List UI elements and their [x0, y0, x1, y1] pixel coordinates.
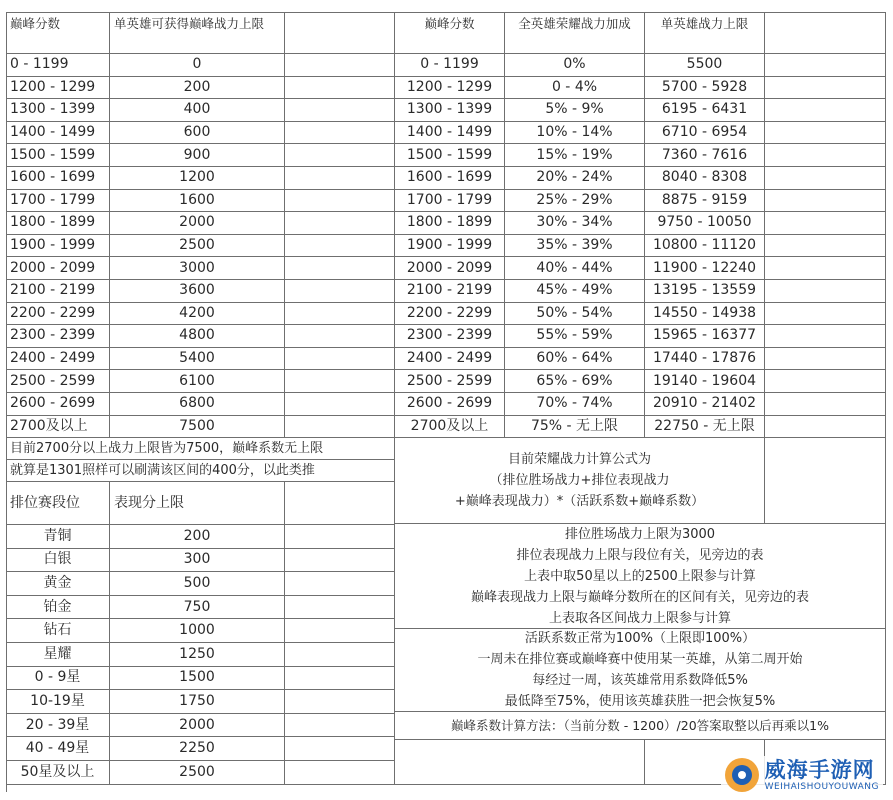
- left-header-score: 巅峰分数: [6, 12, 110, 54]
- empty-cell: [765, 122, 886, 145]
- left-cap-cell: 3000: [110, 257, 285, 280]
- left-score-cell: 1500 - 1599: [6, 144, 110, 167]
- empty-cell: [285, 619, 395, 643]
- right-score-cell: 2400 - 2499: [395, 348, 505, 371]
- empty-cell: [765, 438, 886, 524]
- formula-line: （排位胜场战力+排位表现战力: [489, 473, 670, 489]
- left-score-cell: 2700及以上: [6, 416, 110, 439]
- right-cap-cell: 19140 - 19604: [645, 370, 765, 393]
- left-cap-cell: 7500: [110, 416, 285, 439]
- empty-cell: [765, 99, 886, 122]
- right-bonus-cell: 20% - 24%: [505, 167, 645, 190]
- left-cap-cell: 3600: [110, 280, 285, 303]
- right-cap-cell: 13195 - 13559: [645, 280, 765, 303]
- empty-cell: [285, 416, 395, 439]
- empty-cell: [285, 761, 395, 785]
- empty-cell: [765, 280, 886, 303]
- rank-tier-cell: 钻石: [6, 619, 110, 643]
- right-cap-cell: 6195 - 6431: [645, 99, 765, 122]
- left-score-cell: 2500 - 2599: [6, 370, 110, 393]
- left-score-cell: 1400 - 1499: [6, 122, 110, 145]
- right-score-cell: 1200 - 1299: [395, 77, 505, 100]
- left-cap-cell: 6100: [110, 370, 285, 393]
- rank-tier-cell: 铂金: [6, 596, 110, 620]
- rank-cap-cell: 1500: [110, 667, 285, 691]
- empty-cell: [765, 416, 886, 439]
- right-cap-cell: 11900 - 12240: [645, 257, 765, 280]
- left-score-cell: 1300 - 1399: [6, 99, 110, 122]
- left-score-cell: 1200 - 1299: [6, 77, 110, 100]
- right-cap-cell: 17440 - 17876: [645, 348, 765, 371]
- rank-tier-cell: 50星及以上: [6, 761, 110, 785]
- empty-cell: [765, 144, 886, 167]
- empty-cell: [285, 737, 395, 761]
- right-cap-cell: 5700 - 5928: [645, 77, 765, 100]
- empty-cell: [765, 303, 886, 326]
- right-score-cell: 2500 - 2599: [395, 370, 505, 393]
- rank-note-line: 上表取各区间战力上限参与计算: [548, 610, 731, 626]
- empty-cell: [285, 714, 395, 738]
- empty-cell: [765, 348, 886, 371]
- empty-cell: [395, 740, 645, 785]
- empty-cell: [765, 12, 886, 54]
- empty-cell: [285, 549, 395, 573]
- rank-tier-cell: 40 - 49星: [6, 737, 110, 761]
- empty-cell: [285, 167, 395, 190]
- empty-cell: [285, 482, 395, 525]
- left-note-1: 目前2700分以上战力上限皆为7500，巅峰系数无上限: [6, 438, 395, 460]
- empty-cell: [285, 212, 395, 235]
- left-note-2: 就算是1301照样可以刷满该区间的400分，以此类推: [6, 460, 395, 482]
- right-bonus-cell: 65% - 69%: [505, 370, 645, 393]
- right-score-cell: 1500 - 1599: [395, 144, 505, 167]
- left-score-cell: 0 - 1199: [6, 54, 110, 77]
- empty-cell: [285, 525, 395, 549]
- right-cap-cell: 8875 - 9159: [645, 190, 765, 213]
- empty-cell: [285, 12, 395, 54]
- right-score-cell: 1800 - 1899: [395, 212, 505, 235]
- right-bonus-cell: 40% - 44%: [505, 257, 645, 280]
- empty-cell: [765, 235, 886, 258]
- right-header-cap: 单英雄战力上限: [645, 12, 765, 54]
- empty-cell: [285, 325, 395, 348]
- rank-tier-cell: 黄金: [6, 572, 110, 596]
- right-bonus-cell: 10% - 14%: [505, 122, 645, 145]
- empty-cell: [285, 303, 395, 326]
- right-score-cell: 1300 - 1399: [395, 99, 505, 122]
- right-score-cell: 2200 - 2299: [395, 303, 505, 326]
- empty-cell: [285, 667, 395, 691]
- rank-cap-cell: 1750: [110, 690, 285, 714]
- right-score-cell: 2100 - 2199: [395, 280, 505, 303]
- right-bonus-cell: 70% - 74%: [505, 393, 645, 416]
- right-bonus-cell: 75% - 无上限: [505, 416, 645, 439]
- right-score-cell: 2000 - 2099: [395, 257, 505, 280]
- right-bonus-cell: 55% - 59%: [505, 325, 645, 348]
- empty-cell: [765, 190, 886, 213]
- activity-note-line: 活跃系数正常为100%（上限即100%）: [524, 631, 756, 646]
- left-score-cell: 1700 - 1799: [6, 190, 110, 213]
- empty-cell: [765, 393, 886, 416]
- right-score-cell: 2600 - 2699: [395, 393, 505, 416]
- empty-cell: [285, 596, 395, 620]
- empty-cell: [285, 54, 395, 77]
- activity-notes-block: [395, 629, 886, 712]
- right-bonus-cell: 35% - 39%: [505, 235, 645, 258]
- rank-note-line: 上表中取50星以上的2500上限参与计算: [524, 568, 756, 584]
- right-bonus-cell: 0%: [505, 54, 645, 77]
- left-cap-cell: 400: [110, 99, 285, 122]
- rank-tier-cell: 0 - 9星: [6, 667, 110, 691]
- right-score-cell: 1600 - 1699: [395, 167, 505, 190]
- activity-note-line: 每经过一周，该英雄常用系数降低5%: [532, 673, 748, 688]
- right-cap-cell: 5500: [645, 54, 765, 77]
- empty-cell: [285, 235, 395, 258]
- right-score-cell: 0 - 1199: [395, 54, 505, 77]
- left-score-cell: 2100 - 2199: [6, 280, 110, 303]
- right-bonus-cell: 5% - 9%: [505, 99, 645, 122]
- rank-header-cap: 表现分上限: [110, 482, 285, 525]
- right-header-bonus: 全英雄荣耀战力加成: [505, 12, 645, 54]
- empty-cell: [285, 144, 395, 167]
- empty-cell: [765, 212, 886, 235]
- left-score-cell: 1800 - 1899: [6, 212, 110, 235]
- right-bonus-cell: 50% - 54%: [505, 303, 645, 326]
- rank-tier-cell: 青铜: [6, 525, 110, 549]
- formula-line: 目前荣耀战力计算公式为: [507, 452, 651, 468]
- right-bonus-cell: 0 - 4%: [505, 77, 645, 100]
- right-bonus-cell: 25% - 29%: [505, 190, 645, 213]
- left-cap-cell: 1200: [110, 167, 285, 190]
- right-header-score: 巅峰分数: [395, 12, 505, 54]
- rank-header-tier: 排位赛段位: [6, 482, 110, 525]
- left-score-cell: 2300 - 2399: [6, 325, 110, 348]
- rank-note-line: 排位表现战力上限与段位有关，见旁边的表: [516, 547, 764, 563]
- empty-cell: [285, 99, 395, 122]
- rank-notes-block: [395, 524, 886, 629]
- left-score-cell: 2200 - 2299: [6, 303, 110, 326]
- rank-tier-cell: 10-19星: [6, 690, 110, 714]
- watermark: [721, 756, 883, 794]
- empty-cell: [765, 167, 886, 190]
- rank-cap-cell: 750: [110, 596, 285, 620]
- rank-cap-cell: 2000: [110, 714, 285, 738]
- empty-cell: [285, 643, 395, 667]
- left-cap-cell: 4200: [110, 303, 285, 326]
- rank-cap-cell: 300: [110, 549, 285, 573]
- empty-cell: [765, 77, 886, 100]
- empty-cell: [765, 325, 886, 348]
- left-cap-cell: 6800: [110, 393, 285, 416]
- rank-cap-cell: 200: [110, 525, 285, 549]
- empty-cell: [765, 257, 886, 280]
- left-score-cell: 1900 - 1999: [6, 235, 110, 258]
- right-cap-cell: 6710 - 6954: [645, 122, 765, 145]
- left-cap-cell: 200: [110, 77, 285, 100]
- right-bonus-cell: 30% - 34%: [505, 212, 645, 235]
- empty-cell: [285, 190, 395, 213]
- empty-cell: [285, 370, 395, 393]
- left-cap-cell: 5400: [110, 348, 285, 371]
- right-cap-cell: 20910 - 21402: [645, 393, 765, 416]
- watermark-en: WEIHAISHOUYOUWANG: [764, 782, 879, 792]
- right-score-cell: 2300 - 2399: [395, 325, 505, 348]
- right-score-cell: 1900 - 1999: [395, 235, 505, 258]
- left-score-cell: 1600 - 1699: [6, 167, 110, 190]
- left-score-cell: 2400 - 2499: [6, 348, 110, 371]
- left-cap-cell: 900: [110, 144, 285, 167]
- empty-cell: [765, 370, 886, 393]
- left-cap-cell: 4800: [110, 325, 285, 348]
- rank-tier-cell: 星耀: [6, 643, 110, 667]
- left-cap-cell: 0: [110, 54, 285, 77]
- empty-cell: [285, 77, 395, 100]
- right-cap-cell: 9750 - 10050: [645, 212, 765, 235]
- left-cap-cell: 2500: [110, 235, 285, 258]
- right-bonus-cell: 45% - 49%: [505, 280, 645, 303]
- watermark-logo-icon: [725, 758, 759, 792]
- left-cap-cell: 2000: [110, 212, 285, 235]
- right-score-cell: 1400 - 1499: [395, 122, 505, 145]
- rank-tier-cell: 20 - 39星: [6, 714, 110, 738]
- right-cap-cell: 10800 - 11120: [645, 235, 765, 258]
- activity-note-line: 一周未在排位赛或巅峰赛中使用某一英雄，从第二周开始: [477, 652, 803, 667]
- right-bonus-cell: 60% - 64%: [505, 348, 645, 371]
- left-score-cell: 2000 - 2099: [6, 257, 110, 280]
- peak-coefficient-formula: 巅峰系数计算方法：（当前分数 - 1200）/20答案取整以后再乘以1%: [395, 712, 886, 740]
- empty-cell: [765, 54, 886, 77]
- rank-note-line: 巅峰表现战力上限与巅峰分数所在的区间有关，见旁边的表: [470, 589, 809, 605]
- left-cap-cell: 600: [110, 122, 285, 145]
- right-cap-cell: 22750 - 无上限: [645, 416, 765, 439]
- right-cap-cell: 14550 - 14938: [645, 303, 765, 326]
- rank-cap-cell: 2250: [110, 737, 285, 761]
- rank-cap-cell: 1250: [110, 643, 285, 667]
- right-cap-cell: 7360 - 7616: [645, 144, 765, 167]
- empty-cell: [285, 348, 395, 371]
- right-cap-cell: 15965 - 16377: [645, 325, 765, 348]
- right-score-cell: 2700及以上: [395, 416, 505, 439]
- left-header-cap: 单英雄可获得巅峰战力上限: [110, 12, 285, 54]
- rank-note-line: 排位胜场战力上限为3000: [564, 526, 716, 542]
- left-score-cell: 2600 - 2699: [6, 393, 110, 416]
- empty-cell: [285, 393, 395, 416]
- empty-cell: [285, 280, 395, 303]
- formula-block: [395, 438, 765, 524]
- empty-cell: [285, 572, 395, 596]
- activity-note-line: 最低降至75%，使用该英雄获胜一把会恢复5%: [504, 694, 776, 709]
- right-bonus-cell: 15% - 19%: [505, 144, 645, 167]
- empty-cell: [285, 122, 395, 145]
- right-score-cell: 1700 - 1799: [395, 190, 505, 213]
- right-cap-cell: 8040 - 8308: [645, 167, 765, 190]
- left-cap-cell: 1600: [110, 190, 285, 213]
- empty-cell: [285, 690, 395, 714]
- rank-cap-cell: 500: [110, 572, 285, 596]
- rank-cap-cell: 2500: [110, 761, 285, 785]
- empty-cell: [285, 257, 395, 280]
- rank-tier-cell: 白银: [6, 549, 110, 573]
- watermark-cn: 威海手游网: [764, 758, 875, 782]
- rank-cap-cell: 1000: [110, 619, 285, 643]
- formula-line: +巅峰表现战力）*（活跃系数+巅峰系数）: [454, 494, 705, 510]
